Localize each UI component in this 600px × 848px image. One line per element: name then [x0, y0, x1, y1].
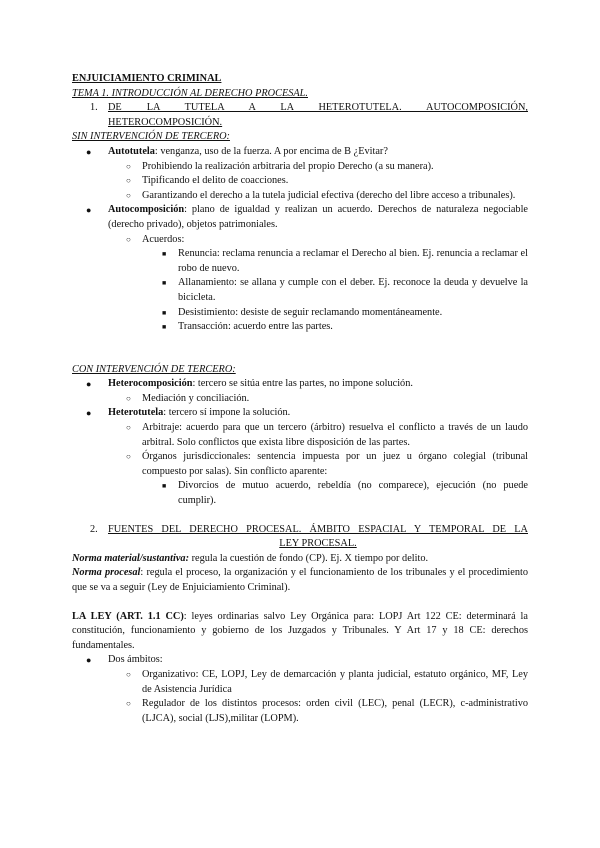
circle-bullet-icon: ○ — [126, 176, 131, 186]
circle-bullet-icon: ○ — [126, 161, 131, 171]
list-item-heterocomposicion — [72, 377, 528, 392]
section-title-line: DE LA TUTELA A LA HETEROTUTELA. AUTOCOMPOSICIÓN, — [108, 102, 528, 114]
sin-intervencion-heading: SIN INTERVENCIÓN DE TERCERO: — [72, 131, 230, 143]
circle-bullet-icon: ○ — [126, 393, 131, 403]
circle-bullet-icon: ○ — [126, 423, 131, 433]
definition: : tercero sí impone la solución. — [163, 407, 291, 419]
section-2-heading — [72, 523, 528, 552]
square-bullet-icon: ■ — [162, 482, 167, 491]
list-item: ○ Prohibiendo la realización arbitraria del propio Derecho (a su manera). — [72, 160, 528, 175]
document-title: ENJUICIAMIENTO CRIMINAL — [72, 73, 222, 84]
section-title-line: HETEROCOMPOSICIÓN. — [108, 116, 223, 128]
bullet-icon: ● — [86, 146, 92, 157]
con-intervencion-heading: CON INTERVENCIÓN DE TERCERO: — [72, 363, 236, 375]
list-item: ■ Renuncia: reclama renuncia a reclamar el Derecho al bien. Ej. renuncia a reclamar el robo de nuevo. — [72, 247, 528, 276]
document-page — [72, 72, 528, 726]
section-title-line: LEY PROCESAL. — [279, 538, 357, 550]
section-number: 2. — [90, 523, 98, 535]
definition: regula la cuestión de fondo (CP). Ej. X tiempo por delito. — [189, 552, 429, 564]
list-item: ○ Garantizando el derecho a la tutela judicial efectiva (derecho del libre acceso a tribunales). — [72, 189, 528, 204]
term: LA LEY (ART. 1.1 CC) — [72, 610, 184, 622]
list-item: ■ Allanamiento: se allana y cumple con el deber. Ej. reconoce la deuda y devuelve la bicicleta. — [72, 276, 528, 305]
list-item: ○ Mediación y conciliación. — [72, 392, 528, 407]
list-item: ■ Desistimiento: desiste de seguir reclamando momentáneamente. — [72, 306, 528, 321]
list-item: ○ Organizativo: CE, LOPJ, Ley de demarcación y planta judicial, estatuto orgánico, MF, Ley de Asistencia Jurídica — [72, 668, 528, 697]
list-item: ■ Divorcios de mutuo acuerdo, rebeldía (no comparece), ejecución (no puede cumplir). — [72, 479, 528, 508]
paragraph-la-ley — [72, 610, 528, 654]
section-number: 1. — [90, 102, 98, 114]
list-item-acuerdos: ○ Acuerdos: — [72, 233, 528, 248]
section-1-heading — [72, 101, 528, 130]
term: Autocomposición — [108, 204, 185, 216]
bullet-icon: ● — [86, 655, 92, 666]
definition: : plano de igualdad y realizan un acuerdo. Derechos de naturaleza negociable (derecho privado), objetos patrimoniales. — [108, 204, 528, 230]
list-item-arbitraje: ○ Arbitraje: acuerdo para que un tercero (árbitro) resuelva el conflicto a través de un laudo arbitral. Solo conflictos que exista libre disposición de las partes. — [72, 421, 528, 450]
square-bullet-icon: ■ — [162, 250, 167, 259]
paragraph-norma-procesal — [72, 566, 528, 595]
definition: : regula el proceso, la organización y el funcionamiento de los tribunales y el procedimiento que se va a seguir (Ley de Enjuiciamiento Criminal). — [72, 567, 528, 593]
list-item: ■ Transacción: acuerdo entre las partes. — [72, 320, 528, 335]
bullet-icon: ● — [86, 408, 92, 419]
paragraph-norma-material — [72, 552, 528, 567]
list-item-autocomposicion — [72, 203, 528, 232]
square-bullet-icon: ■ — [162, 308, 167, 317]
list-item: ○ Regulador de los distintos procesos: orden civil (LEC), penal (LECR), c-administrativo (LJCA), social (LJS),militar (LOPM). — [72, 697, 528, 726]
section-title-line: FUENTES DEL DERECHO PROCESAL. ÁMBITO ESPACIAL Y TEMPORAL DE LA — [108, 523, 528, 535]
circle-bullet-icon: ○ — [126, 190, 131, 200]
list-item-autotutela — [72, 145, 528, 160]
term: Heterocomposición — [108, 378, 193, 390]
circle-bullet-icon: ○ — [126, 699, 131, 709]
term: Autotutela — [108, 145, 155, 157]
bullet-icon: ● — [86, 205, 92, 216]
tema-heading: TEMA 1. INTRODUCCIÓN AL DERECHO PROCESAL. — [72, 87, 308, 99]
circle-bullet-icon: ○ — [126, 669, 131, 679]
list-item: ○ Tipificando el delito de coacciones. — [72, 174, 528, 189]
definition: : venganza, uso de la fuerza. A por encima de B ¿Evitar? — [154, 145, 388, 157]
square-bullet-icon: ■ — [162, 323, 167, 332]
term: Norma material/sustantiva: — [72, 552, 189, 564]
square-bullet-icon: ■ — [162, 279, 167, 288]
term: Norma procesal — [72, 567, 141, 579]
list-item-heterotutela — [72, 406, 528, 421]
circle-bullet-icon: ○ — [126, 234, 131, 244]
definition: : leyes ordinarias salvo Ley Orgánica para: LOPJ Art 122 CE: determinará la constitución, funcionamiento y gobierno de los Juzgados y Tribunales. Y Art 17 y 18 CE: derechos fundamentales. — [72, 610, 528, 651]
term: Heterotutela — [108, 407, 164, 419]
list-item-ambitos: ● Dos ámbitos: — [72, 653, 528, 668]
list-item-organos: ○ Órganos jurisdiccionales: sentencia impuesta por un juez u órgano colegial (tribunal compuesto por salas). Sin conflicto aparente: — [72, 450, 528, 479]
bullet-icon: ● — [86, 379, 92, 390]
circle-bullet-icon: ○ — [126, 452, 131, 462]
definition: : tercero se sitúa entre las partes, no impone solución. — [192, 378, 413, 390]
